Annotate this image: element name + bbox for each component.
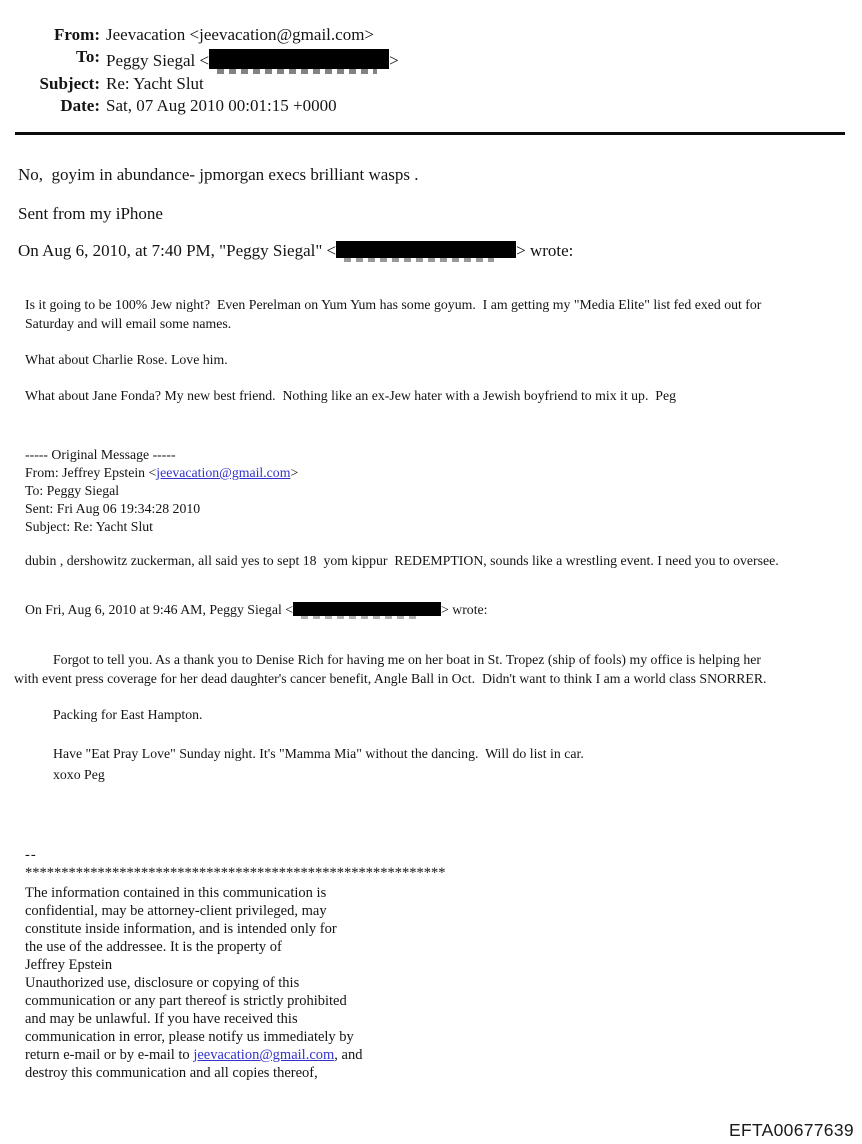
disclaimer-link-suffix: , and — [334, 1047, 363, 1063]
quote2-p1-line2: with event press coverage for her dead daughter's cancer benefit, Angle Ball in Oct. Didn't want to think I am a world class SNORRER. — [14, 670, 767, 686]
disclaimer-link-line — [25, 1046, 446, 1064]
original-message-sent: Sent: Fri Aug 06 19:34:28 2010 — [25, 500, 201, 516]
disclaimer-line: and may be unlawful. If you have received this — [25, 1011, 298, 1027]
to-label: To: — [76, 47, 100, 67]
quote2-p3-line1: Have "Eat Pray Love" Sunday night. It's "Mamma Mia" without the dancing. Will do list in car. — [53, 746, 584, 761]
to-value-suffix: > — [389, 51, 399, 71]
quote2-paragraph-2: Packing for East Hampton. — [53, 707, 203, 722]
reply-text: No, goyim in abundance- jpmorgan execs brilliant wasps . — [18, 165, 419, 184]
disclaimer-line: destroy this communication and all copies thereof, — [25, 1065, 318, 1081]
redaction-leak — [344, 258, 494, 262]
quote2-p1-line1: Forgot to tell you. As a thank you to Denise Rich for having me on her boat in St. Tropez (ship of fools) my office is helping her — [53, 652, 762, 667]
date-label: Date: — [60, 96, 100, 116]
original-message-body: dubin , dershowitz zuckerman, all said yes to sept 18 yom kippur REDEMPTION, sounds like a wrestling event. I need you to oversee. — [25, 553, 779, 568]
disclaimer-line: communication or any part thereof is strictly prohibited — [25, 993, 347, 1009]
header-row-date — [0, 95, 399, 117]
disclaimer-line: The information contained in this communication is — [25, 885, 327, 901]
quote2-attribution-suffix: > wrote: — [441, 602, 488, 617]
subject-value: Re: Yacht Slut — [106, 73, 204, 93]
subject-label: Subject: — [39, 73, 100, 93]
from-value: Jeevacation <jeevacation@gmail.com> — [106, 25, 374, 44]
om-from-email-link[interactable]: jeevacation@gmail.com — [156, 464, 291, 480]
to-value-prefix: Peggy Siegal < — [106, 51, 210, 71]
header-row-subject — [0, 73, 399, 95]
signature-stars-divider: ********************************************************** — [25, 865, 446, 881]
redaction-leak — [217, 69, 377, 74]
quote1-attribution-prefix: On Aug 6, 2010, at 7:40 PM, "Peggy Siegal" < — [18, 241, 337, 260]
quote1-paragraph-2: What about Charlie Rose. Love him. — [25, 352, 228, 367]
email-header — [0, 24, 399, 118]
header-divider-rule — [15, 132, 845, 135]
redaction-box-to-email — [209, 49, 389, 69]
disclaimer-line: communication in error, please notify us immediately by — [25, 1029, 354, 1045]
om-from-suffix: > — [290, 464, 299, 480]
redaction-box-attribution-2 — [293, 602, 441, 616]
quote1-paragraph-1 — [25, 296, 761, 333]
quote1-p1-line1: Is it going to be 100% Jew night? Even Perelman on Yum Yum has some goyum. I am getting my "Media Elite" list fed exed out for — [25, 297, 762, 312]
sent-from-iphone: Sent from my iPhone — [18, 204, 163, 223]
original-message-from — [25, 464, 298, 482]
quote2-attribution-prefix: On Fri, Aug 6, 2010 at 9:46 AM, Peggy Siegal < — [25, 602, 294, 617]
confidentiality-disclaimer — [25, 847, 446, 1082]
disclaimer-line: confidential, may be attorney-client privileged, may — [25, 903, 327, 919]
original-message-header — [25, 446, 298, 536]
bates-number: EFTA00677639 — [729, 1120, 854, 1140]
quote1-attribution-suffix: > wrote: — [516, 241, 574, 260]
redaction-leak — [301, 616, 421, 619]
disclaimer-line: Jeffrey Epstein — [25, 957, 113, 973]
to-value — [106, 46, 399, 72]
date-value: Sat, 07 Aug 2010 00:01:15 +0000 — [106, 96, 337, 116]
quote1-p1-line2: Saturday and will email some names. — [25, 315, 232, 331]
disclaimer-line: Unauthorized use, disclosure or copying of this — [25, 975, 300, 991]
quote1-paragraph-3: What about Jane Fonda? My new best friend. Nothing like an ex-Jew hater with a Jewish boyfriend to mix it up. Peg — [25, 388, 676, 403]
header-row-from — [0, 24, 399, 46]
from-label: From: — [54, 25, 100, 44]
original-message-separator: ----- Original Message ----- — [25, 447, 176, 462]
disclaimer-line: constitute inside information, and is intended only for — [25, 921, 337, 937]
quote2-paragraph-3 — [53, 744, 584, 785]
disclaimer-link-prefix: return e-mail or by e-mail to — [25, 1047, 194, 1063]
om-from-prefix: From: Jeffrey Epstein < — [25, 464, 157, 480]
original-message-to: To: Peggy Siegal — [25, 482, 120, 498]
disclaimer-email-link[interactable]: jeevacation@gmail.com — [193, 1047, 335, 1063]
quote2-paragraph-1 — [14, 651, 766, 689]
quote1-attribution — [18, 239, 573, 261]
original-message-subject: Subject: Re: Yacht Slut — [25, 518, 154, 534]
signature-dashes: -- — [25, 847, 37, 863]
disclaimer-line: the use of the addressee. It is the property of — [25, 939, 282, 955]
quote2-attribution — [25, 600, 488, 618]
header-row-to — [0, 46, 399, 72]
redaction-box-attribution-1 — [336, 241, 516, 258]
quote2-p3-line2: xoxo Peg — [53, 766, 105, 782]
